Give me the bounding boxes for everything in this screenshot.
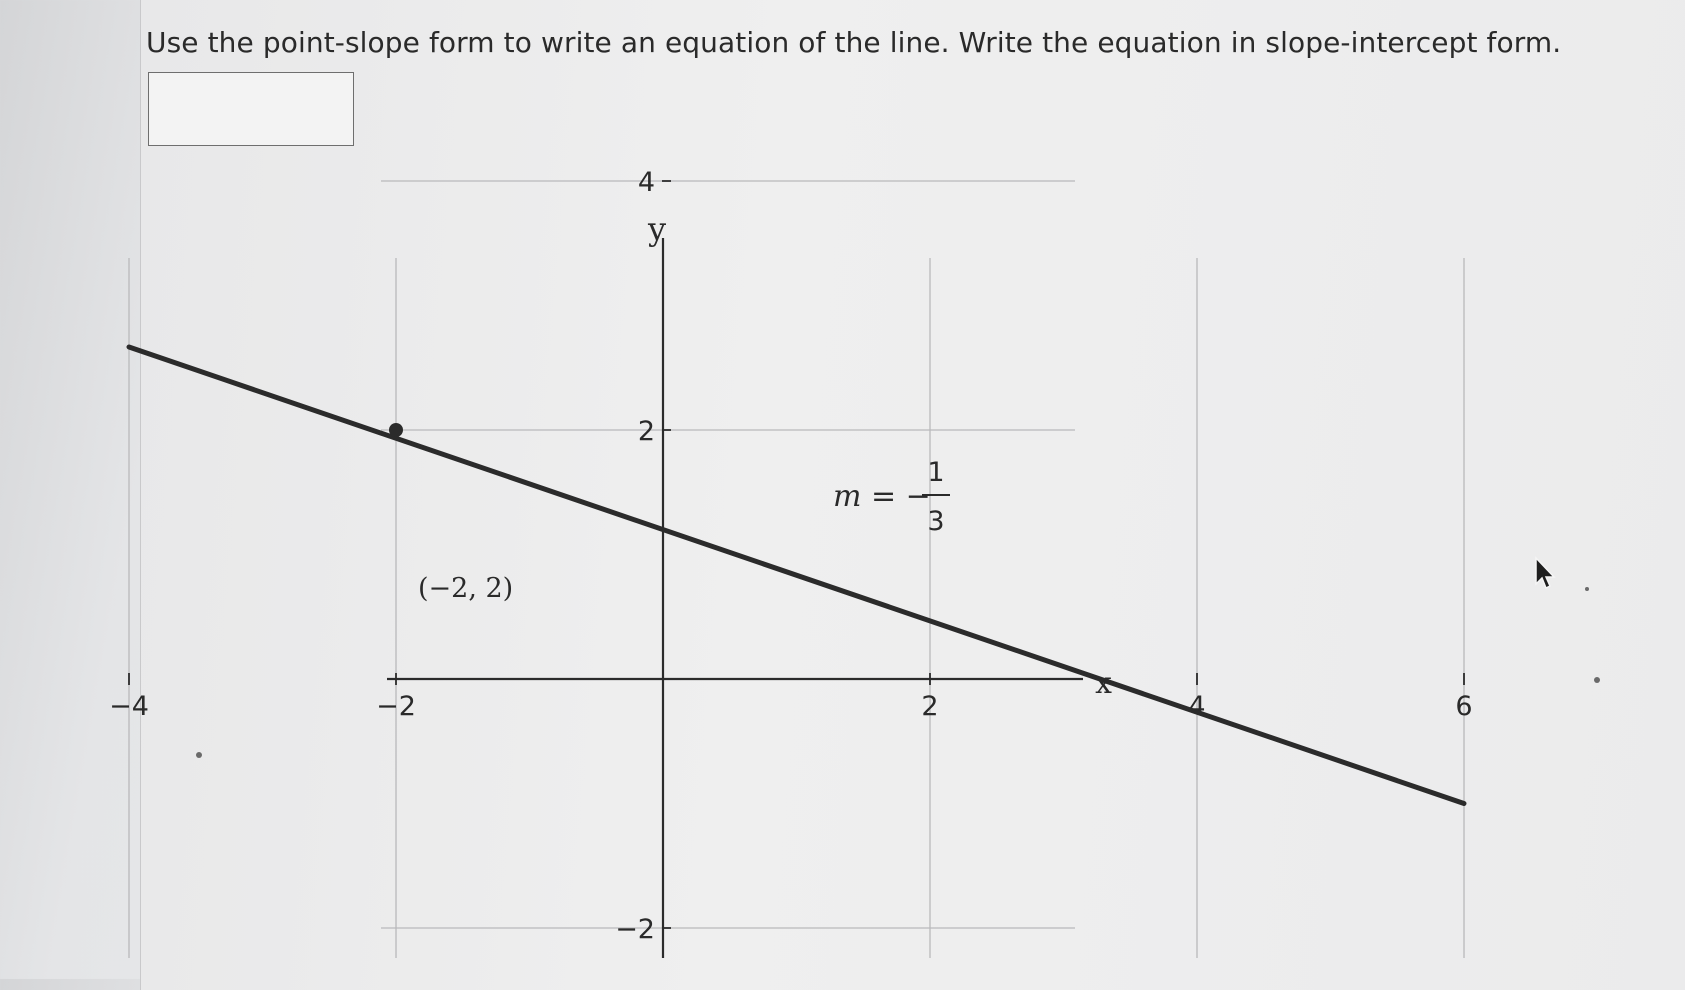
y-axis-label: y: [647, 210, 667, 248]
y-tick-label: 2: [637, 416, 655, 447]
mouse-cursor-icon: [1532, 556, 1560, 592]
slope-denominator: 3: [927, 506, 945, 537]
slope-numerator: 1: [927, 457, 945, 488]
annotations: [418, 457, 950, 604]
point-label: (−2, 2): [418, 573, 514, 604]
x-tick-label: −2: [376, 691, 416, 722]
x-tick-label: 2: [921, 691, 939, 722]
data-point: [389, 423, 403, 437]
slope-prefix: m = −: [833, 479, 931, 514]
dust-speck: [196, 752, 202, 758]
dust-speck: [1585, 587, 1589, 591]
dust-speck: [1594, 677, 1600, 683]
grid-lines: [129, 0, 1464, 979]
x-tick-label: −4: [109, 691, 149, 722]
question-text: Use the point-slope form to write an equation of the line. Write the equation in slope-intercept form.: [146, 26, 1562, 59]
x-tick-label: 6: [1455, 691, 1473, 722]
axes: [129, 0, 1464, 979]
x-tick-label: 4: [1188, 691, 1206, 722]
y-tick-label: 4: [637, 167, 655, 198]
y-tick-label: −2: [615, 914, 655, 945]
x-axis-label: x: [1095, 666, 1112, 701]
tick-labels: [109, 0, 1473, 979]
line-series: [129, 347, 1464, 804]
graphed-line: [129, 347, 1464, 804]
